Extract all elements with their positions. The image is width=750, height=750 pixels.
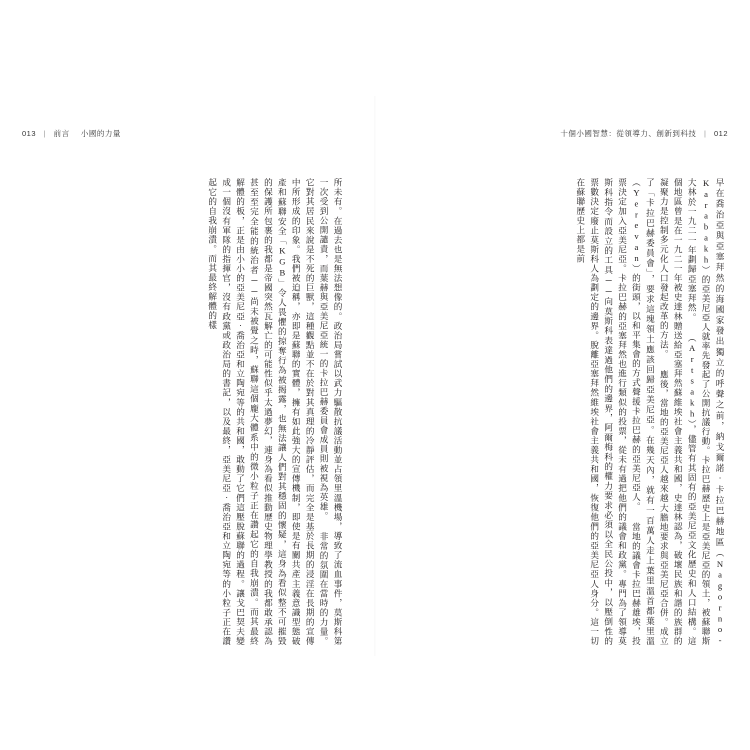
page-gutter bbox=[374, 96, 376, 656]
folio-right: 012 bbox=[713, 129, 728, 138]
folio-left: 013 bbox=[22, 129, 37, 138]
running-head-left bbox=[22, 128, 121, 139]
running-head-right bbox=[560, 128, 728, 139]
chapter-label-left: 前言 bbox=[53, 129, 70, 138]
paragraph: （Artsakh），儘管有其固有的亞美尼亞文化歷史和人口結構。這個地區曾是在一九二一年被史達林贈送給亞塞拜然蘇維埃社會主義共和國，史達林認為，破壞民族和諧的族群的凝聚力是控制多元化人口發起改革的方法。 bbox=[659, 178, 698, 647]
runhead-separator-right: | bbox=[703, 129, 707, 138]
body-text-left-page bbox=[26, 178, 344, 646]
paragraph: 應後，當地的亞美尼亞人越來越大膽地要求與亞美尼亞合併。成立了「卡拉巴赫委員會」，要求這塊領土應該回歸亞美尼亞。在幾天內，就有一百萬人走上葉里溫首都葉里溫（Yerevan）的街頭，以和平集會的方式聲援卡拉巴赫的亞美尼亞人。 bbox=[631, 178, 670, 647]
runhead-separator-left: | bbox=[43, 129, 47, 138]
paragraph: 所未有。在過去也是無法想像的。政治局嘗試以武力驅散抗議活動並占領里溫機場，導致了流血事件，莫斯科第一次受到公開譴責，而葉赫與亞美尼亞統一的卡拉巴赫委員會成員則被視為英雄。 bbox=[319, 178, 343, 646]
book-title-right: 十個小國智慧：從領導力、創新到科技 bbox=[560, 129, 697, 138]
body-text-right-page bbox=[408, 178, 726, 646]
paragraph: 早在喬治亞與亞塞拜然的海國家發出獨立的呼聲之前，納戈爾諾‧卡拉巴赫地區（Nagorno-Karabakh）的亞美尼亞人就率先發起了公開抗議行動。卡拉巴赫歷史上是亞美尼亞的領土，被蘇聯斯大林於一九二一年劃歸亞塞拜然。 bbox=[687, 178, 725, 646]
chapter-title-left: 小國的力量 bbox=[80, 129, 121, 138]
paragraph: 當地的議會卡拉巴赫雄埃，投票決定加入亞美尼亞。卡拉巴赫的亞塞拜然也進行類似的投票，從未有過把他們的議會和政黨。專門為了領導莫斯科指令而設立的工具──向莫斯科表達過他們的邊界，阿爾梅科的權力要求必須以全民公投中，以壓倒性的票數決定廢止莫斯科人為劃定的邊界。脫離亞塞拜然維埃社會主義共和國，恢復他們的亞美尼亞人身分。這一切在蘇聯歷史上都是前 bbox=[575, 178, 642, 646]
paragraph: 非常的氛圍在當時的力量。它對其居民來說是不死的巨獸，這種觀點並不在於對其真理的冷靜評估，而完全是基於長期的浸淫在長期的宣傳中所形成的印象。我們被迫稱，亦即是蘇聯的實體，擁有如此強大的宣傳機制，即使是有關共產主義意識型態破產和蘇聯安全「KGB」令人畏懼的掠奪行為被揭露，也無法讓人們對其穩固的懷疑，這身為看似整不可摧毀的保護所包裹的我都是帝國突然瓦解亡的可能性似乎太過夢幻，連身為看似推動歷史物理學教授的我都敢承認為甚至至完全能的統治者──尚未被覺之時，蘇聯這個龐大體系中的微小粒子正在讚起它的自我崩潰。而其最終解體的板，正是由小小的亞美尼亞‧喬治亞和立陶宛等的共和國，敢動了它們這壓脫蘇聯的過程。讓戈巴契夫變成一個沒有軍隊的指揮官，沒有政黨或政治局的書記，以及最終，亞美尼亞‧喬治亞和立陶宛等的小粒子正在讚起它的自我崩潰。而其最終解體的樣 bbox=[207, 178, 330, 647]
